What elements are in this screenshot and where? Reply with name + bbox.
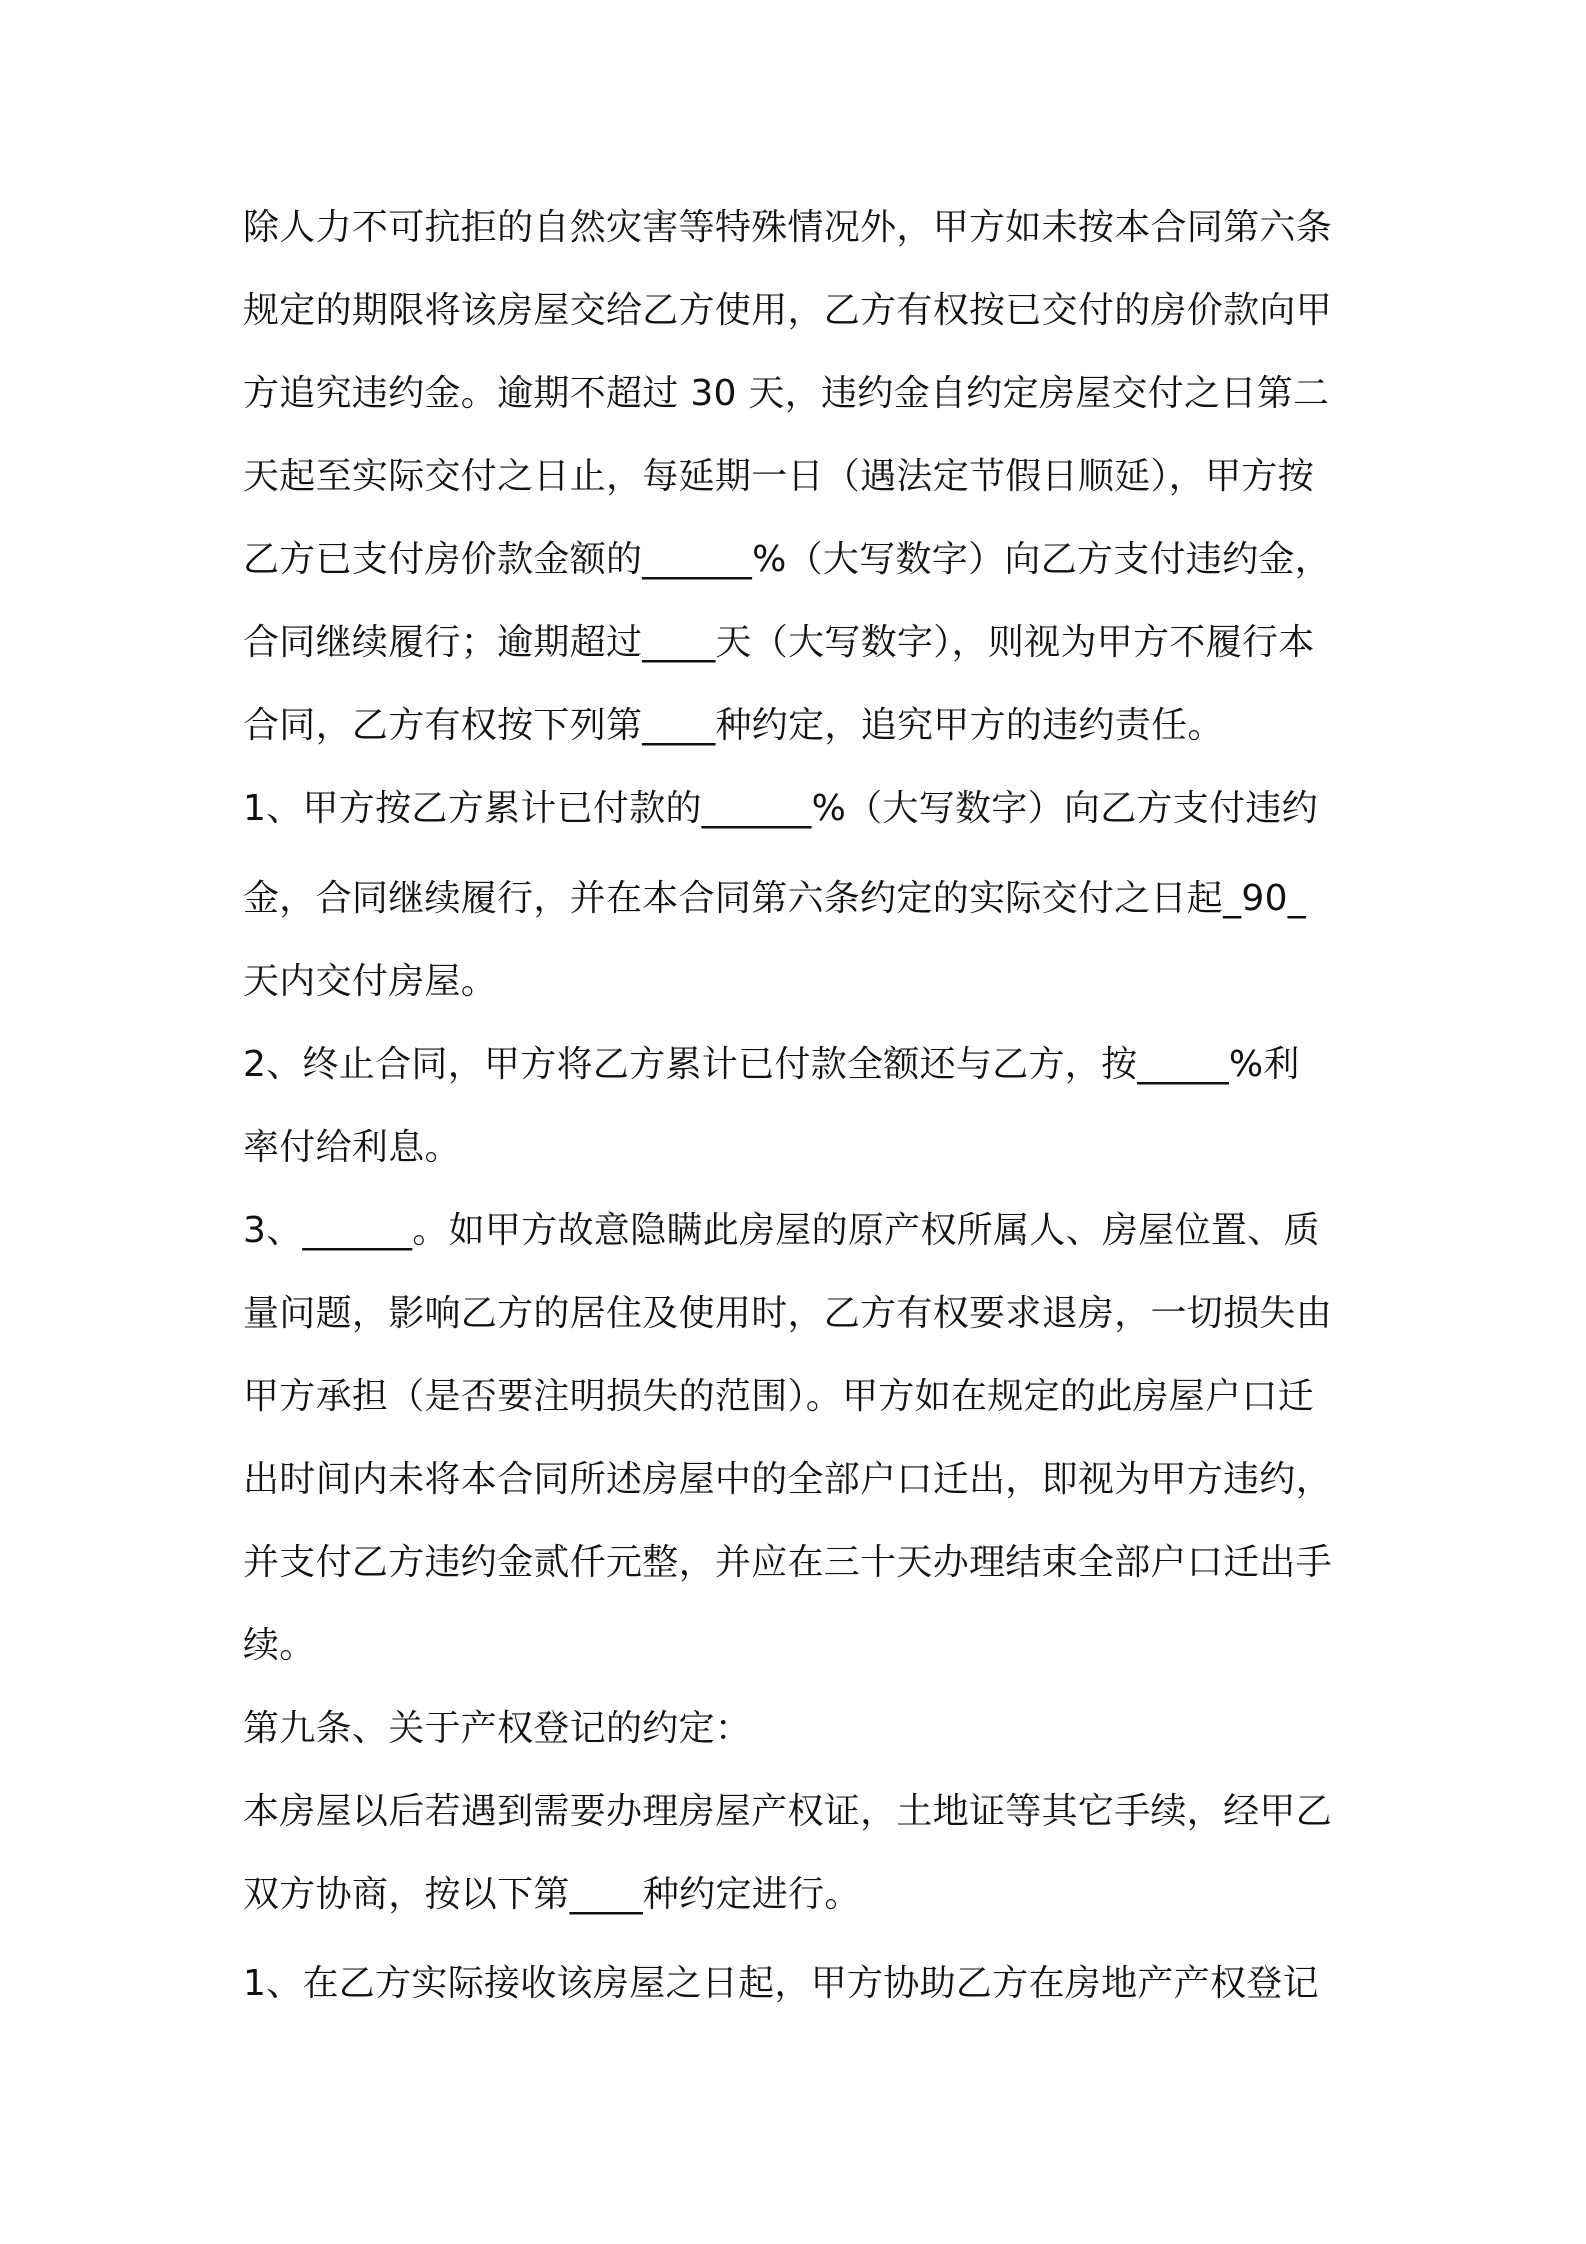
text-line: 续。	[243, 1625, 316, 1666]
text-line: 出时间内未将本合同所述房屋中的全部户口迁出，即视为甲方违约，	[243, 1459, 1333, 1500]
text-line: 并支付乙方违约金贰仟元整，并应在三十天办理结束全部户口迁出手	[243, 1542, 1333, 1583]
text-line: 天内交付房屋。	[243, 961, 498, 1002]
list-item: 3、______。如甲方故意隐瞒此房屋的原产权所属人、房屋位置、质	[243, 1210, 1320, 1251]
text-line: 甲方承担（是否要注明损失的范围）。甲方如在规定的此房屋户口迁	[243, 1376, 1315, 1417]
text-line: 除人力不可抗拒的自然灾害等特殊情况外，甲方如未按本合同第六条	[243, 207, 1333, 248]
list-item: 1、在乙方实际接收该房屋之日起，甲方协助乙方在房地产产权登记	[243, 1963, 1319, 2004]
section-heading: 第九条、关于产权登记的约定：	[243, 1708, 752, 1749]
text-line: 方追究违约金。逾期不超过 30 天，违约金自约定房屋交付之日第二	[243, 373, 1330, 414]
text-line: 乙方已支付房价款金额的______%（大写数字）向乙方支付违约金，	[243, 539, 1332, 580]
text-line: 合同，乙方有权按下列第____种约定，追究甲方的违约责任。	[243, 705, 1224, 746]
text-line: 金，合同继续履行，并在本合同第六条约定的实际交付之日起_90_	[243, 878, 1307, 919]
text-line: 双方协商，按以下第____种约定进行。	[243, 1874, 861, 1915]
list-item: 1、甲方按乙方累计已付款的______%（大写数字）向乙方支付违约	[243, 788, 1319, 829]
text-line: 合同继续履行；逾期超过____天（大写数字），则视为甲方不履行本	[243, 622, 1315, 663]
text-line: 规定的期限将该房屋交给乙方使用，乙方有权按已交付的房价款向甲	[243, 290, 1333, 331]
text-line: 本房屋以后若遇到需要办理房屋产权证，土地证等其它手续，经甲乙	[243, 1791, 1333, 1832]
list-item: 2、终止合同，甲方将乙方累计已付款全额还与乙方，按_____%利	[243, 1044, 1300, 1085]
text-line: 率付给利息。	[243, 1127, 461, 1168]
text-line: 天起至实际交付之日止，每延期一日（遇法定节假日顺延），甲方按	[243, 456, 1315, 497]
text-line: 量问题，影响乙方的居住及使用时，乙方有权要求退房，一切损失由	[243, 1293, 1333, 1334]
